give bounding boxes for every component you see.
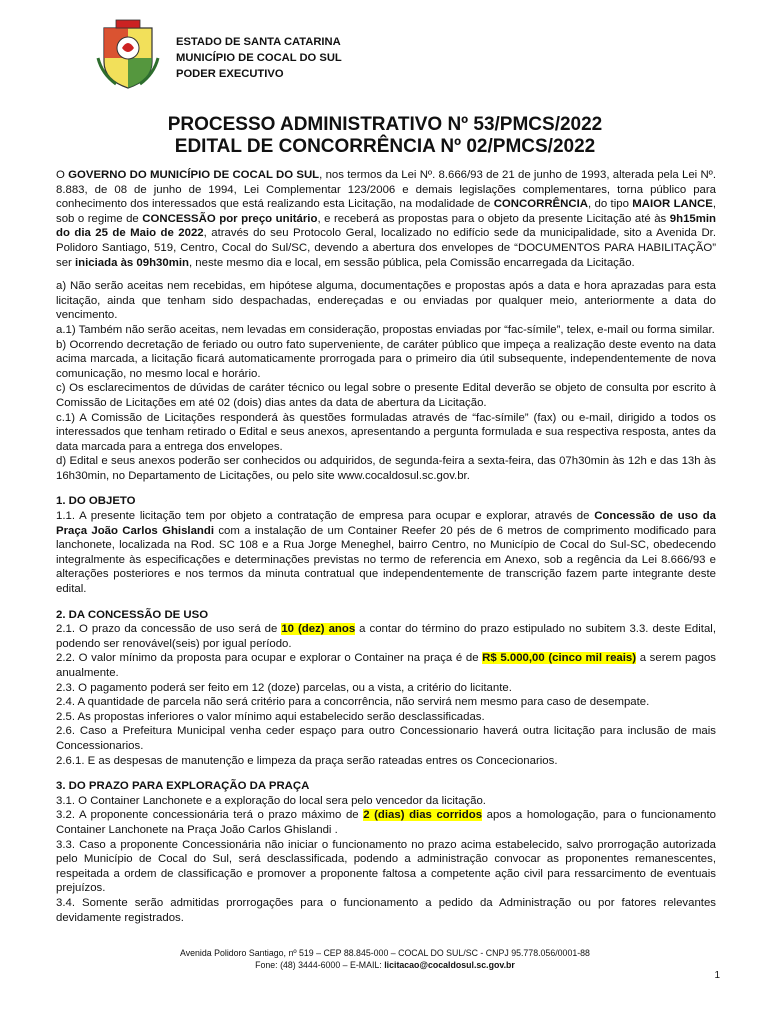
- rule-c: c) Os esclarecimentos de dúvidas de caráter técnico ou legal sobre o presente Edital deverão se objeto de consulta por escrito à Comissão de Licitações em até 02 (dois) dias antes da data de abertura da Licitação.: [56, 382, 716, 409]
- rule-b: b) Ocorrendo decretação de feriado ou outro fato superveniente, de caráter público que impeça a realização deste evento na data acima marcada, a licitação ficará automaticamente prorrogada para o primeiro dia útil subsequente, independentemente de nova comunicação, no mesmo local e horário.: [56, 338, 716, 380]
- section-1-1: 1.1. A presente licitação tem por objeto a contratação de empresa para ocupar e explorar, através de Concessão de uso da Praça João Carlos Ghislandi com a instalação de um Container Reefer 20 pés de 6 metros de comprimento modificado para lanchonete, localizada na Rod. SC 108 e a Rua Jorge Meneghel, bairro Centro, no Município de Cocal do Sul-SC, obedecendo integralmente às especificações e determinações previstas no termo de referencia em Anexo, sob a regência da Lei 8.666/93 e alterações posteriores e nos termos da minuta contratual que independentemente de transcrição fazem parte integrante deste edital.: [56, 510, 717, 596]
- section-2-6-1: 2.6.1. E as despesas de manutenção e limpeza da praça serão rateadas entres os Concecionarios.: [56, 754, 558, 767]
- rule-a1: a.1) Também não serão aceitas, nem levadas em consideração, propostas enviadas por “fac-símile”, telex, e-mail ou forma similar.: [56, 323, 715, 336]
- document-body: [56, 168, 716, 925]
- rule-a: a) Não serão aceitas nem recebidas, em hipótese alguma, documentações e propostas após a data e hora aprazadas para esta licitação, ainda que tenham sido despachadas, endereçadas e ou enviadas por qualquer meio, anteriormente a data do vencimento.: [56, 280, 716, 322]
- intro-paragraph: O GOVERNO DO MUNICÍPIO DE COCAL DO SUL, nos termos da Lei Nº. 8.666/93 de 21 de junho de 1993, alterada pela Lei Nº. 8.883, de 08 de junho de 1994, Lei Complementar 123/2006 e demais legislações complementares, torna público para conhecimento dos interessados que está realizando esta Licitação, na modalidade de CONCORRÊNCIA, do tipo MAIOR LANCE, sob o regime de CONCESSÃO por preço unitário, e receberá as propostas para o objeto da presente Licitação até às 9h15min do dia 25 de Maio de 2022, através do seu Protocolo Geral, localizado no edifício sede da municipalidade, sito a Avenida Dr. Polidoro Santiago, 519, Centro, Cocal do Sul/SC, devendo a abertura dos envelopes de “DOCUMENTOS PARA HABILITAÇÃO” ser iniciada às 09h30min, neste mesmo dia e local, em sessão pública, pela Comissão encarregada da Licitação.: [56, 169, 717, 269]
- section-2-5: 2.5. As propostas inferiores o valor mínimo aqui estabelecido serão desclassificadas.: [56, 710, 485, 723]
- section-2-4: 2.4. A quantidade de parcela não será critério para a concorrência, não servirá nem mesmo para caso de desempate.: [56, 696, 650, 709]
- process-title: PROCESSO ADMINISTRATIVO Nº 53/PMCS/2022: [167, 114, 603, 135]
- section-1-title: 1. DO OBJETO: [56, 495, 136, 508]
- section-3-2: 3.2. A proponente concessionária terá o prazo máximo de 2 (dias) dias corridos apos a homologação, para o funcionamento Container Lanchonete na Praça João Carlos Ghislandi .: [56, 809, 716, 836]
- page-number: 1: [714, 970, 720, 981]
- municipality-name: MUNICÍPIO DE COCAL DO SUL: [176, 52, 342, 64]
- footer-address: Avenida Polidoro Santiago, nº 519 – CEP 88.845-000 – COCAL DO SUL/SC - CNPJ 95.778.056/0001-88: [180, 948, 590, 958]
- document-title: [0, 114, 770, 158]
- footer-contact: Fone: (48) 3444-6000 – E-MAIL: licitacao@cocaldosul.sc.gov.br: [255, 960, 515, 970]
- section-3-title: 3. DO PRAZO PARA EXPLORAÇÃO DA PRAÇA: [56, 780, 310, 793]
- section-3-4: 3.4. Somente serão admitidas prorrogações para o funcionamento a pedido da Administração ou por fatores relevantes devidamente registrados.: [56, 896, 716, 924]
- branch-name: PODER EXECUTIVO: [176, 68, 284, 80]
- section-3-3: 3.3. Caso a proponente Concessionária não iniciar o funcionamento no prazo acima estabelecido, salvo prorrogação autorizada pelo Município de Cocal do Sul, será desclassificada, podendo a administração convocar as proponentes remanescentes, respeitada a ordem de classificação e promover a proponente faltosa a competente ação civil para ressarcimento de eventuais prejuízos.: [56, 838, 716, 895]
- highlighted-deadline: 2 (dias) dias corridos: [363, 809, 483, 822]
- section-2-2: 2.2. O valor mínimo da proposta para ocupar e explorar o Container na praça é de R$ 5.000,00 (cinco mil reais) a serem pagos anualmente.: [56, 652, 716, 679]
- footer-email-link[interactable]: licitacao@cocaldosul.sc.gov.br: [384, 960, 515, 970]
- rule-d: d) Edital e seus anexos poderão ser conhecidos ou adquiridos, de segunda-feira a sexta-feira, das 07h30min às 12h e das 13h às 16h30min, no Departamento de Licitações, ou pelo site www.cocaldosul.sc.gov.br.: [56, 455, 716, 482]
- highlighted-term: 10 (dez) anos: [281, 623, 356, 636]
- municipal-coat-of-arms-icon: [96, 18, 160, 90]
- section-2-title: 2. DA CONCESSÃO DE USO: [56, 608, 209, 621]
- page-footer: [0, 947, 770, 971]
- letterhead: [176, 34, 342, 82]
- state-name: ESTADO DE SANTA CATARINA: [176, 36, 341, 48]
- rule-c1: c.1) A Comissão de Licitações responderá às questões formuladas através de “fac-símile” (fax) ou e-mail, dirigido a todos os interessados que tenham retirado o Edital e seus anexos, apresentando a pergunta formulada e sua respectiva resposta, antes da data marcada para a entrega dos envelopes.: [56, 411, 716, 453]
- section-2-1: 2.1. O prazo da concessão de uso será de 10 (dez) anos a contar do término do prazo estipulado no subitem 3.3. deste Edital, podendo ser renovável(seis) por igual período.: [56, 623, 716, 650]
- highlighted-value: R$ 5.000,00 (cinco mil reais): [482, 652, 637, 665]
- section-3-1: 3.1. O Container Lanchonete e a exploração do local sera pelo vencedor da licitação.: [56, 794, 486, 807]
- edital-title: EDITAL DE CONCORRÊNCIA Nº 02/PMCS/2022: [174, 136, 596, 157]
- section-2-3: 2.3. O pagamento poderá ser feito em 12 (doze) parcelas, ou a vista, a critério do licitante.: [56, 681, 512, 694]
- section-2-6: 2.6. Caso a Prefeitura Municipal venha ceder espaço para outro Concessionario haverá outra licitação para inclusão de mais Concessionarios.: [56, 725, 716, 752]
